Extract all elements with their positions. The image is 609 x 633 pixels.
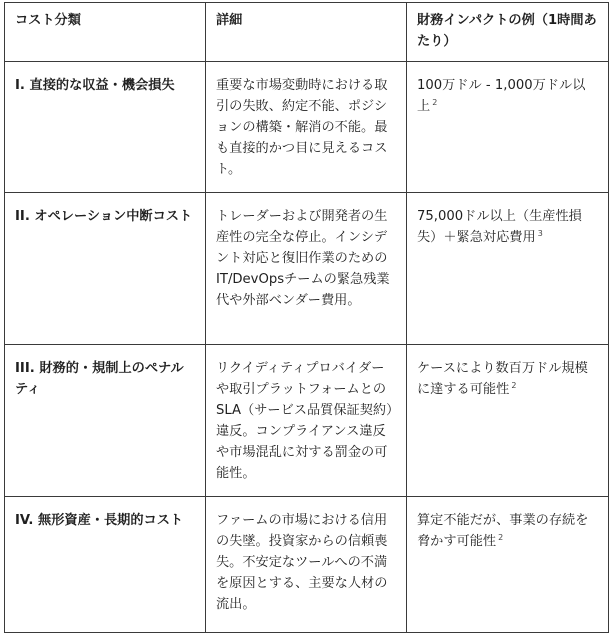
reference-marker[interactable]: 3: [537, 229, 543, 238]
column-header-category: コスト分類: [5, 3, 206, 62]
cost-table-container: [4, 2, 608, 633]
detail-cell: 重要な市場変動時における取引の失敗、約定不能、ポジションの構築・解消の不能。最も直接的かつ目に見えるコスト。: [206, 62, 407, 193]
table-row: [5, 62, 609, 193]
reference-marker[interactable]: 2: [498, 533, 504, 542]
impact-cell: [407, 193, 609, 345]
category-cell: IV. 無形資産・長期的コスト: [5, 497, 206, 633]
impact-cell: [407, 345, 609, 497]
table-row: [5, 345, 609, 497]
impact-text: 75,000ドル以上（生産性損失）＋緊急対応費用: [417, 209, 582, 245]
category-cell: II. オペレーション中断コスト: [5, 193, 206, 345]
impact-cell: [407, 497, 609, 633]
impact-text: 100万ドル - 1,000万ドル以上: [417, 78, 586, 114]
detail-cell: トレーダーおよび開発者の生産性の完全な停止。インシデント対応と復旧作業のためのIT/DevOpsチームの緊急残業代や外部ベンダー費用。: [206, 193, 407, 345]
detail-cell: リクイディティプロバイダーや取引プラットフォームとのSLA（サービス品質保証契約）違反。コンプライアンス違反や市場混乱に対する罰金の可能性。: [206, 345, 407, 497]
column-header-detail: 詳細: [206, 3, 407, 62]
impact-text: ケースにより数百万ドル規模に達する可能性: [417, 361, 588, 397]
reference-marker[interactable]: 2: [432, 98, 438, 107]
detail-cell: ファームの市場における信用の失墜。投資家からの信頼喪失。不安定なツールへの不満を原因とする、主要な人材の流出。: [206, 497, 407, 633]
cost-classification-table: [4, 2, 609, 633]
impact-text: 算定不能だが、事業の存続を脅かす可能性: [417, 513, 589, 549]
column-header-impact: 財務インパクトの例（1時間あたり）: [407, 3, 609, 62]
table-header-row: [5, 3, 609, 62]
reference-marker[interactable]: 2: [511, 381, 517, 390]
table-row: [5, 193, 609, 345]
table-row: [5, 497, 609, 633]
impact-cell: [407, 62, 609, 193]
category-cell: I. 直接的な収益・機会損失: [5, 62, 206, 193]
category-cell: III. 財務的・規制上のペナルティ: [5, 345, 206, 497]
